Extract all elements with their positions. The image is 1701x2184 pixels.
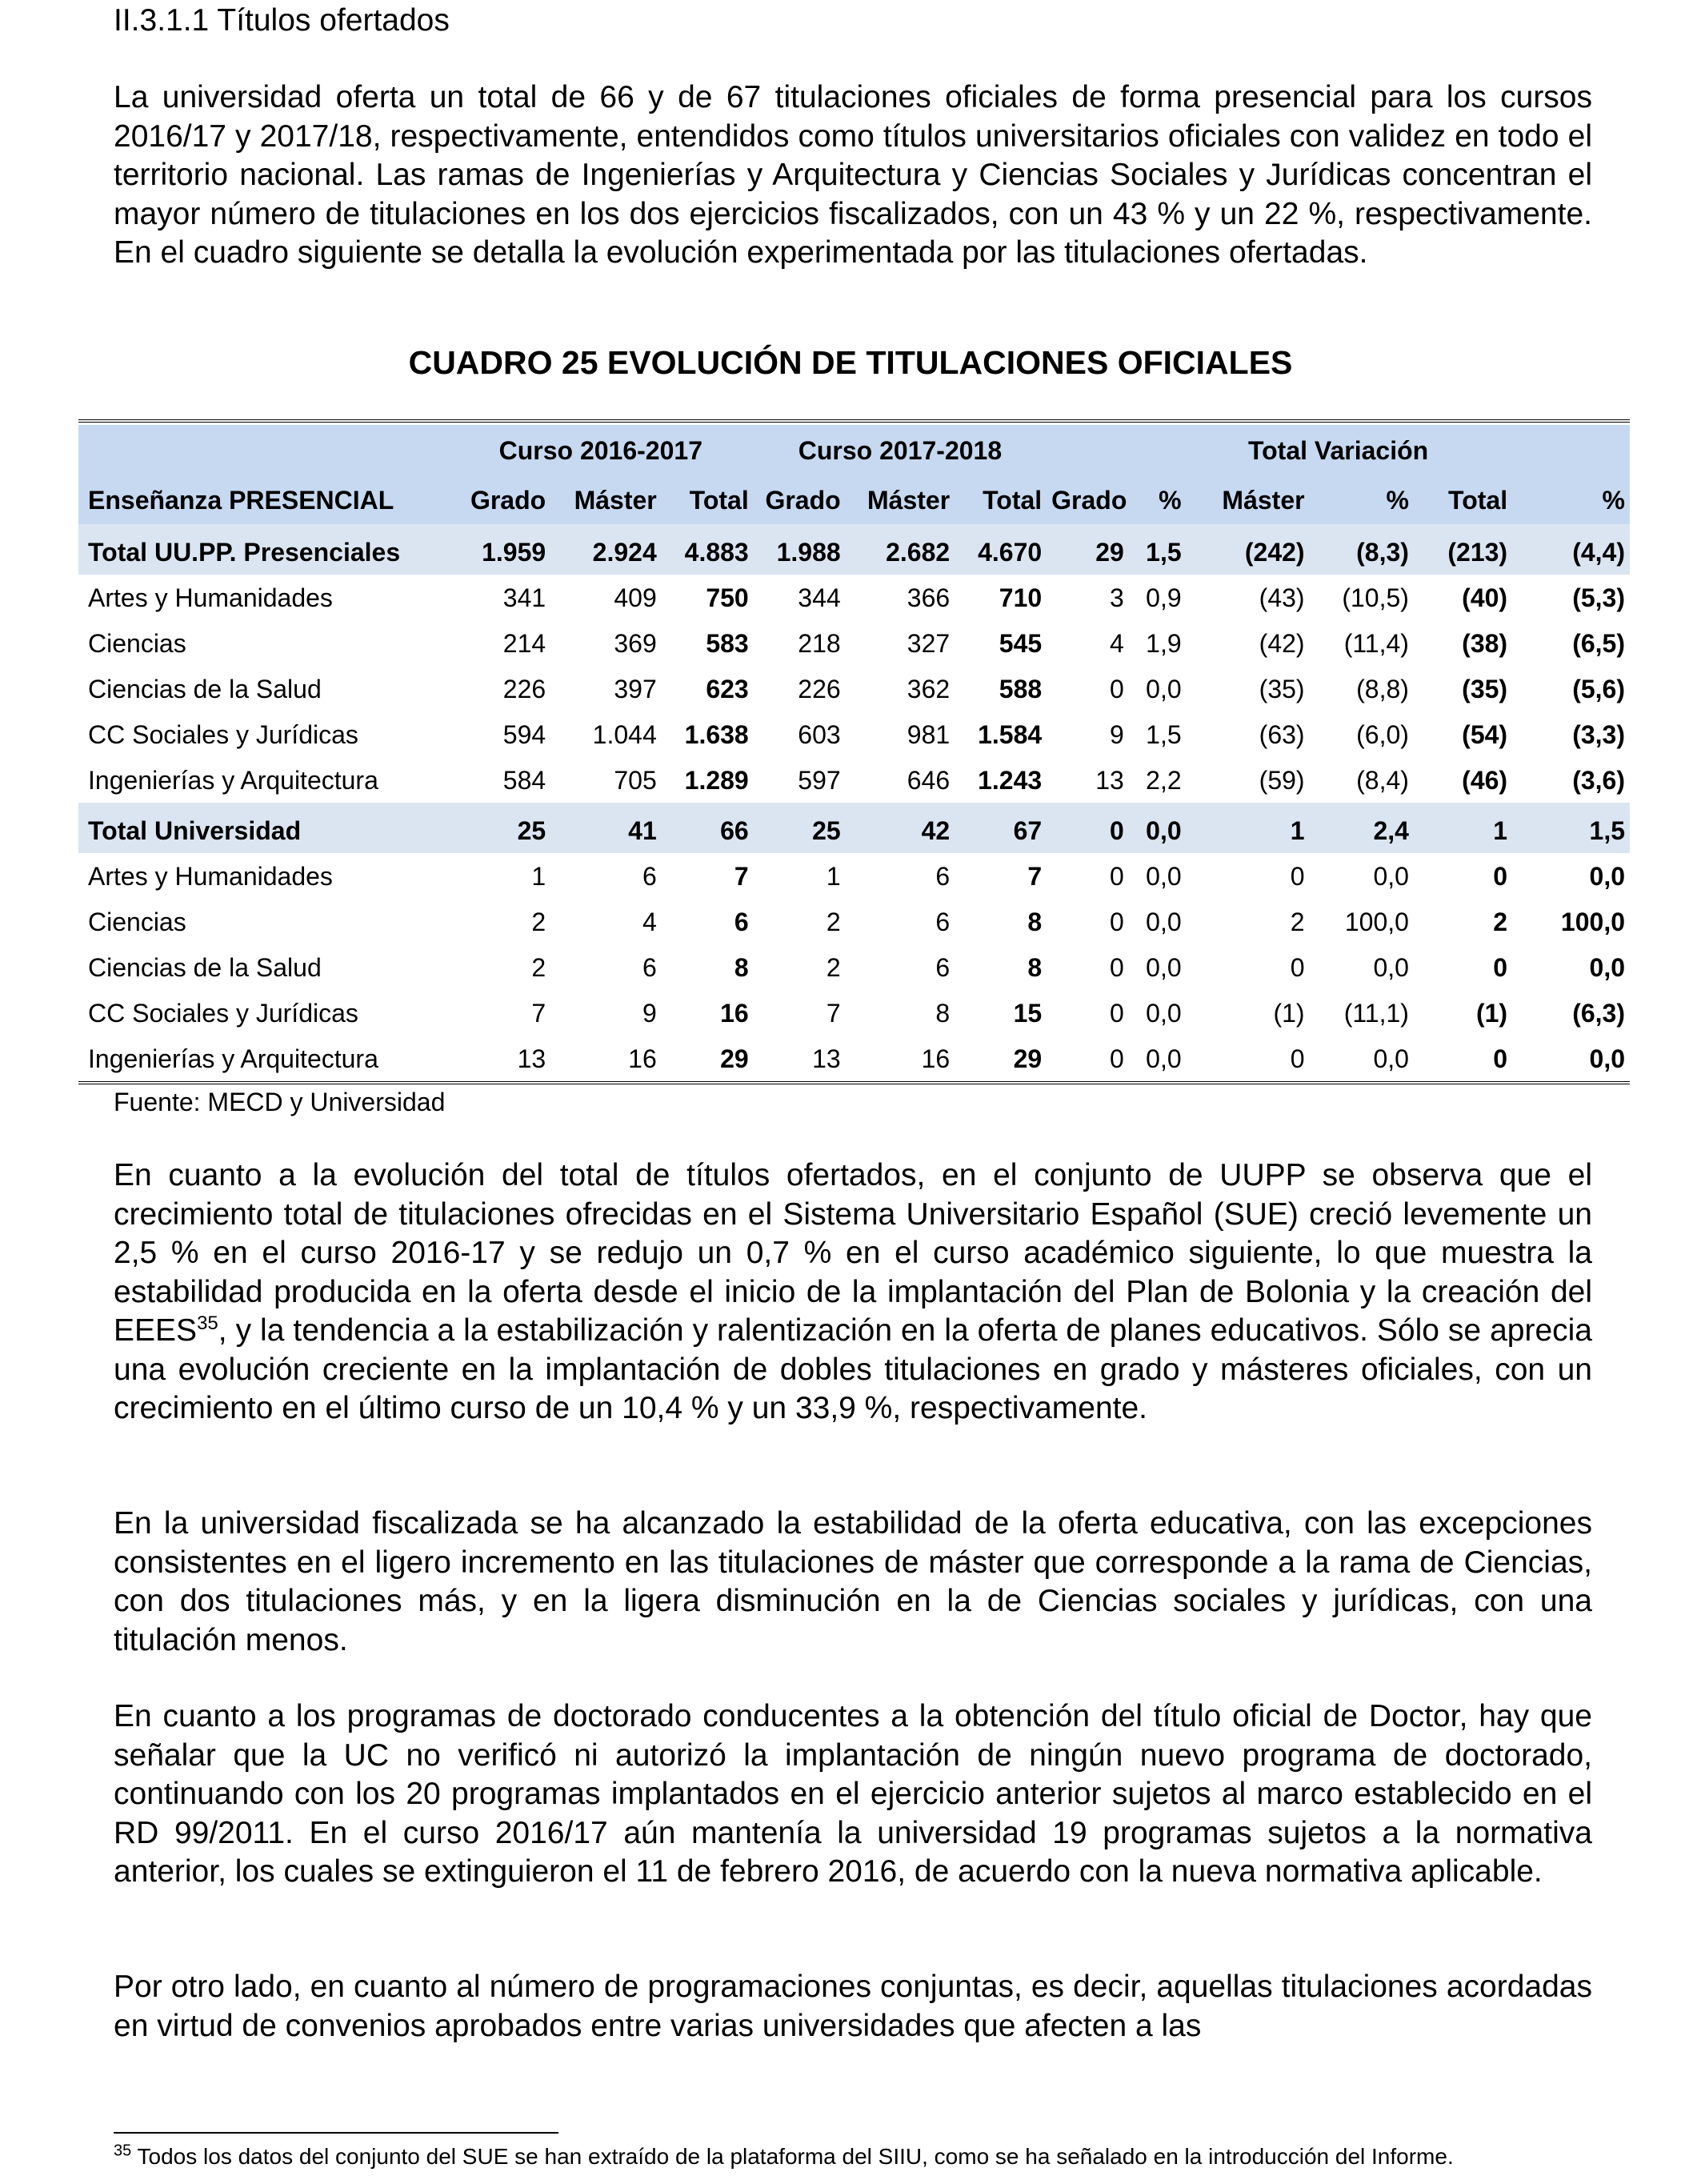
table-cell: 0,0 [1589,861,1625,891]
table-cell: 344 [798,583,841,612]
table-cell: 29 [1013,1044,1043,1073]
paragraph-stability: En la universidad fiscalizada se ha alcanzado la estabilidad de la oferta educativa, con las excepciones consistentes en el ligero incremento en las titulaciones de máster que corresponde a la rama de Ciencias, con dos titulaciones más, y en la ligera disminución en la de Ciencias sociales y jurídicas, con una titulación menos. [114,1506,1592,1657]
table-cell: 16 [921,1044,951,1073]
table-cell: (8,3) [1310,524,1414,575]
table-cell: 4.670 [955,524,1047,575]
table-row [78,944,1630,990]
table-cell: (3,3) [1572,719,1625,749]
table-title: CUADRO 25 EVOLUCIÓN DE TITULACIONES OFICIALES [408,344,1293,381]
row-label-cell: Ingenierías y Arquitectura [88,1044,378,1073]
column-header: Grado [448,476,550,524]
table-cell: 0 [1493,861,1508,891]
row-label-cell: Ingenierías y Arquitectura [88,765,378,795]
table-row [78,1036,1630,1081]
table-cell: 0,0 [1146,674,1182,703]
table-cell: (11,1) [1343,998,1409,1028]
table-cell: 13 [517,1044,546,1073]
table-cell: 0,0 [1146,952,1182,982]
table-cell: 0 [1109,998,1124,1028]
table-group-header-row [78,425,1630,476]
table-cell: 1.959 [448,524,550,575]
table-cell: 4 [1109,628,1124,658]
table-cell: 6 [935,861,951,891]
footnote-reference: 35 [197,1312,218,1334]
footnote-number: 35 [114,2142,132,2160]
table-cell: 8 [1027,907,1043,936]
table-cell: 545 [999,628,1043,658]
row-label-cell: Artes y Humanidades [88,861,333,891]
table-cell: 7 [734,861,749,891]
table-cell: 1 [826,861,841,891]
titulaciones-table [78,425,1630,1081]
table-cell: (10,5) [1342,583,1409,612]
table-cell: 369 [614,628,657,658]
table-cell: 0,0 [1373,1044,1409,1073]
table-cell: (5,6) [1572,674,1625,703]
table-cell: (8,4) [1356,765,1409,795]
table-cell: (59) [1259,765,1305,795]
footnote-text: Todos los datos del conjunto del SUE se han extraído de la plataforma del SIIU, como se ha señalado en la introducción del Informe. [131,2144,1454,2169]
table-cell: 16 [720,998,749,1028]
table-cell: 2 [1290,907,1305,936]
table-cell: (4,4) [1512,524,1630,575]
table-cell: (43) [1259,583,1305,612]
table-cell: 1,5 [1146,719,1182,749]
table-cell: 2 [531,907,546,936]
table-cell: 4.883 [662,524,754,575]
table-cell: 327 [907,628,951,658]
paragraph-programaciones: Por otro lado, en cuanto al número de programaciones conjuntas, es decir, aquellas titulaciones acordadas en virtud de convenios aprobados entre varias universidades que afecten a las [114,1970,1592,2043]
table-cell: 8 [1027,952,1043,982]
table-row [78,711,1630,757]
table-row [78,757,1630,803]
column-header: % [1512,476,1630,524]
table-row [78,853,1630,899]
group-header-total-variacion: Total Variación [1047,425,1630,476]
table-cell: 341 [502,583,546,612]
table-total-row [78,803,1630,853]
table-cell: 0,0 [1146,907,1182,936]
table-cell: 100,0 [1344,907,1409,936]
table-cell: 4 [642,907,657,936]
table-cell: 1.044 [592,719,657,749]
footnote [114,2143,1454,2170]
table-cell: 362 [907,674,951,703]
table-cell: (3,6) [1572,765,1625,795]
table-cell: 710 [999,583,1043,612]
table-cell: 7 [1027,861,1043,891]
table-row [78,899,1630,944]
column-header: Grado [754,476,846,524]
paragraph-doctorado: En cuanto a los programas de doctorado conducentes a la obtención del título oficial de Doctor, hay que señalar que la UC no verificó ni autorizó la implantación de ningún nuevo programa de doctorado, continuando con los 20 programas implantados en el ejercicio anterior sujetos al marco establecido en el RD 99/2011. En el curso 2016/17 aún mantenía la universidad 19 programas sujetos a la normativa anterior, los cuales se extinguieron el 11 de febrero 2016, de acuerdo con la nueva normativa aplicable. [114,1699,1592,1889]
table-cell: 214 [502,628,546,658]
table-cell: 2 [1493,907,1508,936]
table-cell: 6 [935,907,951,936]
table-cell: (42) [1259,628,1305,658]
table-cell: 1.243 [978,765,1043,795]
table-cell: 25 [448,803,550,853]
table-cell: 66 [662,803,754,853]
table-cell: 1.988 [754,524,846,575]
table-cell: 0 [1290,1044,1305,1073]
table-cell: 0,9 [1146,583,1182,612]
table-cell: 0 [1290,861,1305,891]
table-cell: 588 [999,674,1043,703]
column-header: Total [1414,476,1512,524]
row-label-cell: Total Universidad [78,803,448,853]
table-row [78,666,1630,711]
table-cell: 8 [734,952,749,982]
table-total-row [78,524,1630,575]
table-cell: 366 [907,583,951,612]
row-label-cell: CC Sociales y Jurídicas [88,719,358,749]
table-cell: 603 [798,719,841,749]
paragraph-text: En cuanto a la evolución del total de títulos ofertados, en el conjunto de UUPP se observa que el crecimiento total de titulaciones ofrecidas en el Sistema Universitario Español (SUE) creció levemente un 2,5 % en el curso 2016-17 y se redujo un 0,7 % en el curso académico siguiente, lo que muestra la estabilidad producida en la oferta desde el inicio de la implantación del Plan de Bolonia y la creación del EEES [114,1158,1592,1348]
intro-paragraph: La universidad oferta un total de 66 y de 67 titulaciones oficiales de forma presencial para los cursos 2016/17 y 2017/18, respectivamente, entendidos como títulos universitarios oficiales con validez en todo el territorio nacional. Las ramas de Ingenierías y Arquitectura y Ciencias Sociales y Jurídicas concentran el mayor número de titulaciones en los dos ejercicios fiscalizados, con un 43 % y un 22 %, respectivamente. En el cuadro siguiente se detalla la evolución experimentada por las titulaciones ofertadas. [114,80,1592,270]
table-cell: 2.682 [846,524,955,575]
table-cell: 2,2 [1146,765,1182,795]
table-cell: 226 [798,674,841,703]
group-header-curso-2016-2017: Curso 2016-2017 [448,425,754,476]
footnote-separator [114,2132,558,2134]
table-cell: 41 [550,803,662,853]
table-cell: 0 [1109,861,1124,891]
table-cell: (46) [1462,765,1508,795]
table-cell: 0,0 [1589,1044,1625,1073]
table-row [78,620,1630,666]
table-cell: 1,5 [1129,524,1187,575]
table-cell: 594 [502,719,546,749]
table-cell: 0,0 [1129,803,1187,853]
table-cell: 1.584 [978,719,1043,749]
table-cell: 1.638 [684,719,749,749]
table-cell: 13 [812,1044,841,1073]
table-cell: 6 [642,952,657,982]
table-cell: 705 [614,765,657,795]
table-cell: 0,0 [1146,1044,1182,1073]
table-cell: 16 [628,1044,657,1073]
table-row [78,990,1630,1036]
table-cell: (242) [1187,524,1310,575]
table-cell: (6,0) [1356,719,1409,749]
table-cell: (1) [1475,998,1508,1028]
column-header: Total [955,476,1047,524]
table-cell: (6,3) [1572,998,1625,1028]
table-source-note: Fuente: MECD y Universidad [114,1088,446,1116]
table-cell: 2.924 [550,524,662,575]
table-cell: 646 [907,765,951,795]
table-cell: 0 [1109,907,1124,936]
table-cell: 1,5 [1512,803,1630,853]
table-cell: (8,8) [1356,674,1409,703]
titulaciones-table-container [78,419,1630,1087]
table-cell: 9 [642,998,657,1028]
row-label-cell: Ciencias [88,907,186,936]
column-header: Grado [1047,476,1129,524]
table-cell: 29 [1047,524,1129,575]
column-header: % [1310,476,1414,524]
column-header: Total [662,476,754,524]
column-header: Máster [846,476,955,524]
table-cell: 1 [1187,803,1310,853]
table-cell: 750 [706,583,749,612]
column-header: Máster [550,476,662,524]
table-cell: 583 [706,628,749,658]
table-cell: 25 [754,803,846,853]
table-cell: 2 [531,952,546,982]
table-cell: (54) [1462,719,1508,749]
table-cell: (6,5) [1572,628,1625,658]
table-cell: 0 [1109,674,1124,703]
table-cell: (213) [1414,524,1512,575]
table-cell: 1,9 [1146,628,1182,658]
table-cell: 584 [502,765,546,795]
table-cell: 1 [531,861,546,891]
table-cell: (35) [1462,674,1508,703]
table-cell: 42 [846,803,955,853]
table-cell: 8 [935,998,951,1028]
table-cell: 29 [720,1044,749,1073]
table-cell: (40) [1462,583,1508,612]
table-cell: 2,4 [1310,803,1414,853]
table-cell: 7 [826,998,841,1028]
table-cell: 0 [1290,952,1305,982]
column-header: Enseñanza PRESENCIAL [78,476,448,524]
table-cell: 218 [798,628,841,658]
table-cell: 0,0 [1589,952,1625,982]
table-cell: 1.289 [684,765,749,795]
row-label-cell: Total UU.PP. Presenciales [78,524,448,575]
table-cell: (11,4) [1343,628,1409,658]
table-cell: 7 [531,998,546,1028]
table-cell: (1) [1273,998,1305,1028]
table-cell: 0 [1493,952,1508,982]
table-cell: 0,0 [1373,861,1409,891]
paragraph-text: , y la tendencia a la estabilización y ralentización en la oferta de planes educativos. Sólo se aprecia una evolución creciente en la implantación de dobles titulaciones en grado y másteres oficiales, con un crecimiento en el último curso de un 10,4 % y un 33,9 %, respectivamente. [114,1313,1592,1425]
table-cell: 9 [1109,719,1124,749]
table-cell: 0,0 [1373,952,1409,982]
table-cell: (35) [1259,674,1305,703]
table-cell: 6 [935,952,951,982]
column-header: Máster [1187,476,1310,524]
row-label-cell: Ciencias [88,628,186,658]
table-cell: 397 [614,674,657,703]
table-cell: 226 [502,674,546,703]
row-label-cell: CC Sociales y Jurídicas [88,998,358,1028]
table-cell: (63) [1259,719,1305,749]
table-cell: 0,0 [1146,861,1182,891]
table-cell: 0 [1109,952,1124,982]
table-row [78,575,1630,620]
table-cell: 597 [798,765,841,795]
table-top-rule [78,419,1630,425]
table-cell: 2 [826,907,841,936]
group-header-empty [78,425,448,476]
table-cell: 6 [734,907,749,936]
table-cell: 100,0 [1560,907,1625,936]
table-cell: 0,0 [1146,998,1182,1028]
table-bottom-rule [78,1081,1630,1087]
table-cell: 15 [1013,998,1043,1028]
row-label-cell: Ciencias de la Salud [88,674,322,703]
column-header: % [1129,476,1187,524]
group-header-curso-2017-2018: Curso 2017-2018 [754,425,1047,476]
table-cell: (38) [1462,628,1508,658]
table-cell: 0 [1047,803,1129,853]
table-cell: 13 [1095,765,1124,795]
table-cell: 623 [706,674,749,703]
table-cell: 1 [1414,803,1512,853]
table-column-header-row [78,476,1630,524]
row-label-cell: Artes y Humanidades [88,583,333,612]
table-cell: 0 [1493,1044,1508,1073]
table-cell: 409 [614,583,657,612]
table-cell: 2 [826,952,841,982]
table-cell: 67 [955,803,1047,853]
paragraph-uupp-evolution [114,1156,1592,1429]
section-heading: II.3.1.1 Títulos ofertados [114,3,450,38]
table-cell: 6 [642,861,657,891]
table-cell: 981 [907,719,951,749]
row-label-cell: Ciencias de la Salud [88,952,322,982]
table-cell: 3 [1109,583,1124,612]
table-cell: (5,3) [1572,583,1625,612]
table-cell: 0 [1109,1044,1124,1073]
